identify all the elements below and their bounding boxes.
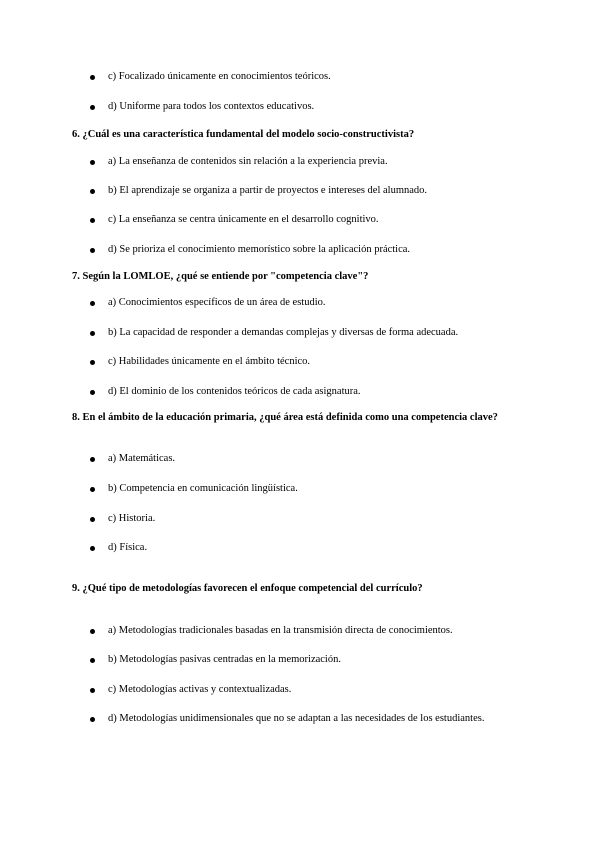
- option-text: c) Historia.: [108, 513, 156, 524]
- option-text: d) Uniforme para todos los contextos educativos.: [108, 101, 315, 112]
- option-text: d) Se prioriza el conocimiento memorístico sobre la aplicación práctica.: [108, 244, 411, 255]
- option-text: a) Metodologías tradicionales basadas en la transmisión directa de conocimientos.: [108, 625, 453, 636]
- bullet-icon: [90, 105, 95, 110]
- bullet-icon: [90, 658, 95, 663]
- option-text: b) Competencia en comunicación lingüística.: [108, 483, 298, 494]
- bullet-icon: [90, 390, 95, 395]
- option-text: c) Focalizado únicamente en conocimientos teóricos.: [108, 71, 331, 82]
- bullet-icon: [90, 360, 95, 365]
- bullet-icon: [90, 331, 95, 336]
- bullet-icon: [90, 457, 95, 462]
- option-text: c) Habilidades únicamente en el ámbito técnico.: [108, 356, 311, 367]
- option-text: a) Conocimientos específicos de un área de estudio.: [108, 297, 326, 308]
- question-8-heading: 8. En el ámbito de la educación primaria, ¿qué área está definida como una competencia clave?: [72, 412, 498, 423]
- bullet-icon: [90, 160, 95, 165]
- question-7-heading: 7. Según la LOMLOE, ¿qué se entiende por "competencia clave"?: [72, 271, 369, 282]
- option-text: a) Matemáticas.: [108, 453, 176, 464]
- question-9-heading: 9. ¿Qué tipo de metodologías favorecen el enfoque competencial del currículo?: [72, 583, 423, 594]
- bullet-icon: [90, 248, 95, 253]
- option-text: d) Metodologías unidimensionales que no se adaptan a las necesidades de los estudiantes.: [108, 713, 485, 724]
- bullet-icon: [90, 546, 95, 551]
- bullet-icon: [90, 75, 95, 80]
- option-text: a) La enseñanza de contenidos sin relación a la experiencia previa.: [108, 156, 388, 167]
- bullet-icon: [90, 517, 95, 522]
- option-text: c) Metodologías activas y contextualizadas.: [108, 684, 292, 695]
- option-text: d) Física.: [108, 542, 148, 553]
- option-text: c) La enseñanza se centra únicamente en el desarrollo cognitivo.: [108, 214, 379, 225]
- bullet-icon: [90, 688, 95, 693]
- bullet-icon: [90, 487, 95, 492]
- bullet-icon: [90, 189, 95, 194]
- option-text: d) El dominio de los contenidos teóricos de cada asignatura.: [108, 386, 361, 397]
- bullet-icon: [90, 717, 95, 722]
- question-6-heading: 6. ¿Cuál es una característica fundamental del modelo socio-constructivista?: [72, 129, 415, 140]
- option-text: b) La capacidad de responder a demandas complejas y diversas de forma adecuada.: [108, 327, 459, 338]
- option-text: b) Metodologías pasivas centradas en la memorización.: [108, 654, 341, 665]
- option-text: b) El aprendizaje se organiza a partir de proyectos e intereses del alumnado.: [108, 185, 428, 196]
- bullet-icon: [90, 629, 95, 634]
- bullet-icon: [90, 301, 95, 306]
- bullet-icon: [90, 218, 95, 223]
